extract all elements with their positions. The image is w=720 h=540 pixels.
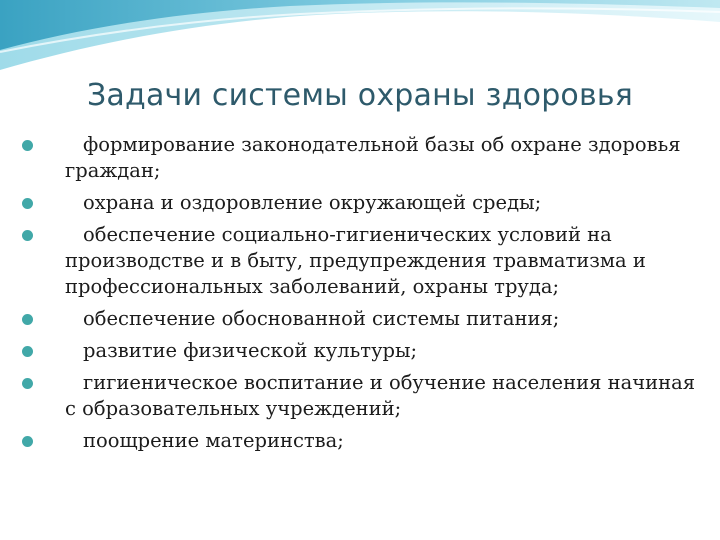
list-item-text: обеспечение социально-гигиенических условий на производстве и в быту, предупреждения травматизма и профессиональных заболеваний, охраны труда; <box>65 223 646 298</box>
bullet-icon <box>22 436 33 447</box>
task-list <box>22 132 702 460</box>
bullet-icon <box>22 140 33 151</box>
bullet-icon <box>22 314 33 325</box>
list-item <box>22 338 702 364</box>
list-item <box>22 222 702 300</box>
slide-title: Задачи системы охраны здоровья <box>87 78 633 113</box>
list-item-text: формирование законодательной базы об охране здоровья граждан; <box>65 133 681 182</box>
list-item-text: гигиеническое воспитание и обучение населения начиная с образовательных учреждений; <box>65 371 696 420</box>
list-item <box>22 306 702 332</box>
list-item <box>22 370 702 422</box>
list-item-text: обеспечение обоснованной системы питания; <box>83 307 560 330</box>
header-wave-decoration <box>0 0 720 90</box>
bullet-icon <box>22 198 33 209</box>
bullet-icon <box>22 346 33 357</box>
list-item <box>22 190 702 216</box>
list-item-text: охрана и оздоровление окружающей среды; <box>83 191 542 214</box>
list-item <box>22 132 702 184</box>
bullet-icon <box>22 230 33 241</box>
bullet-icon <box>22 378 33 389</box>
list-item <box>22 428 702 454</box>
list-item-text: поощрение материнства; <box>83 429 344 452</box>
list-item-text: развитие физической культуры; <box>83 339 418 362</box>
